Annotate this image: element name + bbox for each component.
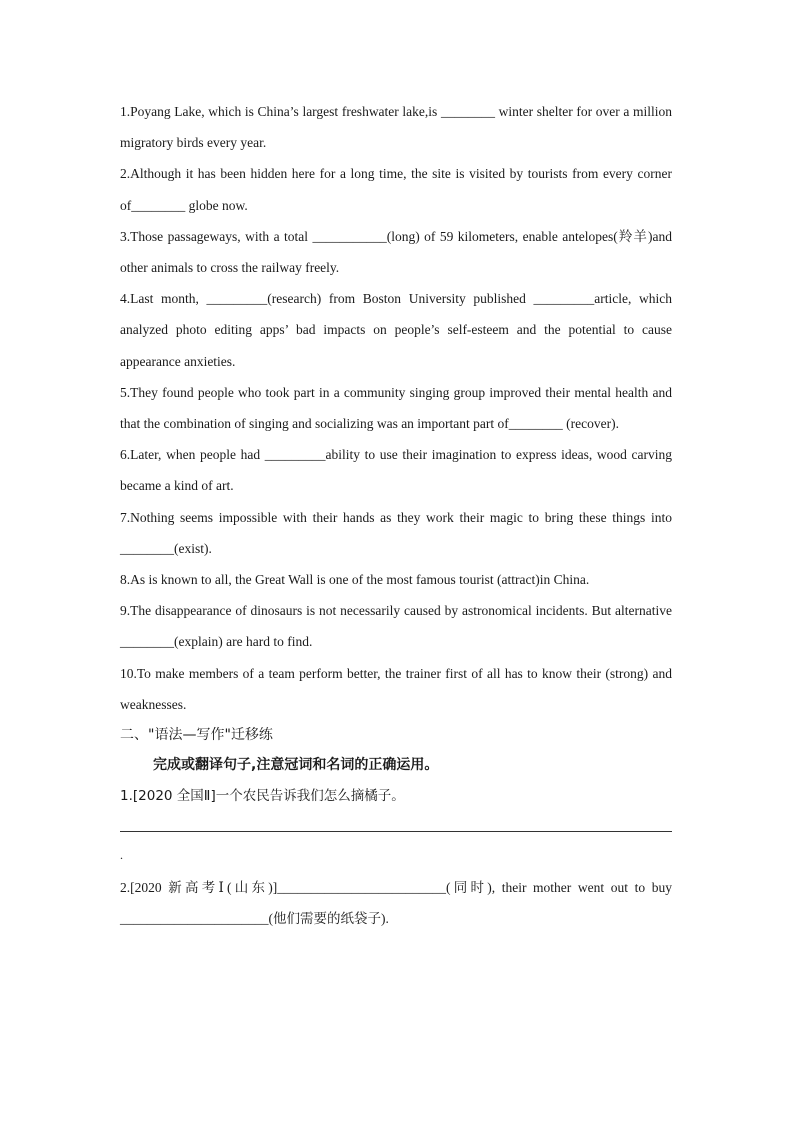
translation-item-1: 1.[2020 全国Ⅱ]一个农民告诉我们怎么摘橘子。 [120,788,405,805]
question-7: 7.Nothing seems impossible with their hands as they work their magic to bring these things into ________(exist). [120,509,672,556]
translation-item-1-end: . [120,847,123,862]
question-6: 6.Later, when people had _________ability to use their imagination to express ideas, wood carving became a kind of art. [120,447,672,494]
question-10: 10.To make members of a team perform better, the trainer first of all has to know their (strong) and weaknesses. [120,665,672,712]
section-instruction: 完成或翻译句子,注意冠词和名词的正确运用。 [153,757,439,774]
question-4: 4.Last month, _________(research) from Boston University published _________article, which analyzed photo editing apps’ bad impacts on people’s self-esteem and the potential to cause appearance anxieties. [120,291,672,369]
exercise-content [120,96,672,934]
question-2: 2.Although it has been hidden here for a long time, the site is visited by tourists from every corner of________ globe now. [120,166,672,213]
question-1: 1.Poyang Lake, which is China’s largest freshwater lake,is ________ winter shelter for over a million migratory birds every year. [120,104,672,151]
question-5: 5.They found people who took part in a community singing group improved their mental health and that the combination of singing and socializing was an important part of________ (recover). [120,384,672,432]
question-9: 9.The disappearance of dinosaurs is not necessarily caused by astronomical incidents. But alternative ________(explain) are hard to find. [120,603,672,650]
question-3: 3.Those passageways, with a total ___________(long) of 59 kilometers, enable antelopes(羚羊)and other animals to cross the railway freely. [120,228,672,276]
answer-line[interactable] [120,831,672,832]
question-8: 8.As is known to all, the Great Wall is one of the most famous tourist (attract)in China. [120,572,590,588]
section-heading: 二、"语法—写作"迁移练 [120,727,273,744]
translation-item-2: 2.[2020 新高考Ⅰ(山东)]_________________________(同时), their mother went out to buy ______________________(他们需要的纸袋子). [120,879,672,926]
